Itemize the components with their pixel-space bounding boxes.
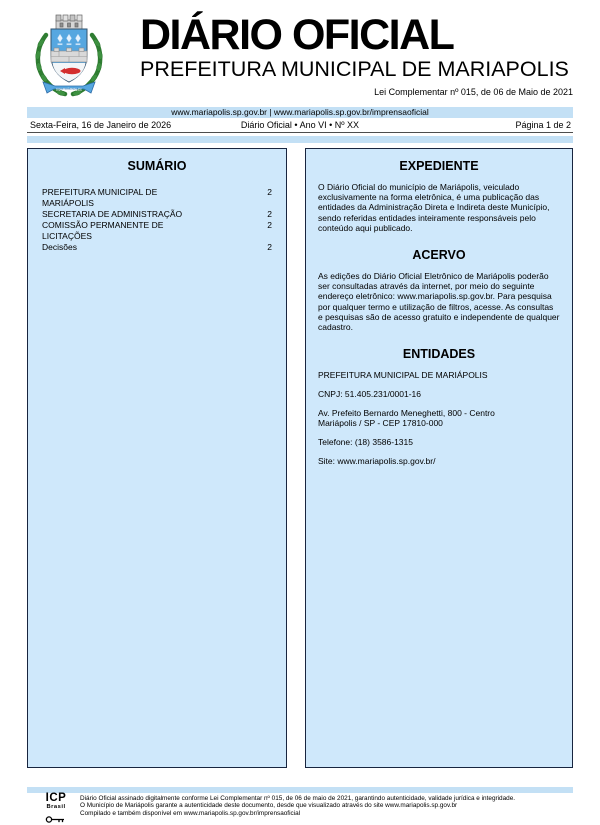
footer-line: Compilado e também disponível em www.mariapolis.sp.gov.br/imprensaoficial (80, 809, 301, 817)
footer-line: O Município de Mariápolis garante a autenticidade deste documento, desde que visualizado através do site www.mariapolis.sp.gov.br (80, 802, 458, 810)
summary-box (27, 148, 287, 768)
footer-legal-text (80, 795, 550, 817)
expediente-box (305, 148, 573, 768)
summary-item-page: 2 (267, 242, 272, 253)
summary-item-page: 2 (267, 187, 272, 197)
entity-address-line1: Av. Prefeito Bernardo Meneghetti, 800 - Centro (318, 408, 495, 419)
summary-item (42, 187, 272, 209)
website-url-bar: www.mariapolis.sp.gov.br | www.mariapolis.sp.gov.br/imprensaoficial (27, 107, 573, 118)
icp-brasil-logo-text: ICP (45, 792, 67, 804)
footer-bar (27, 787, 573, 793)
crest-motto-text: MARIÁPOLIS (56, 87, 82, 92)
page-indicator: Página 1 de 2 (515, 120, 571, 130)
coat-of-arms-svg (30, 7, 108, 102)
summary-item (42, 209, 272, 220)
entity-cnpj: CNPJ: 51.405.231/0001-16 (318, 389, 422, 400)
gazette-subtitle: PREFEITURA MUNICIPAL DE MARIAPOLIS (140, 57, 569, 81)
summary-item (42, 242, 272, 253)
acervo-title: ACERVO (412, 247, 466, 262)
acervo-text: As edições do Diário Oficial Eletrônico de Mariápolis poderão ser consultadas através da internet, por meio do seguinte endereço eletrônico: www.mariapolis.sp.gov.br. Para pesquisa por qualquer termo e utilização de filtros, acesse. As consultas e pesquisas são de acesso gratuito e independente de qualquer cadastro. (318, 270, 560, 332)
entidades-title: ENTIDADES (402, 347, 476, 362)
summary-item-label: COMISSÃO PERMANENTE DE LICITAÇÕES (42, 220, 164, 242)
summary-title: SUMÁRIO (127, 159, 187, 173)
entity-site: Site: www.mariapolis.sp.gov.br/ (318, 456, 436, 467)
divider-bar (27, 136, 573, 143)
entity-name: PREFEITURA MUNICIPAL DE MARIÁPOLIS (318, 370, 488, 381)
entity-phone: Telefone: (18) 3586-1315 (318, 437, 413, 448)
summary-list (42, 187, 272, 253)
icp-brasil-logo (38, 793, 74, 825)
summary-item-label: SECRETARIA DE ADMINISTRAÇÃO (42, 209, 183, 220)
edition-number: Diário Oficial • Ano VI • Nº XX (240, 120, 360, 130)
edition-meta-row (27, 118, 573, 133)
entity-address-line2: Mariápolis / SP - CEP 17810-000 (318, 418, 443, 429)
edition-date: Sexta-Feira, 16 de Janeiro de 2026 (30, 120, 172, 130)
footer-line: Diário Oficial assinado digitalmente conforme Lei Complementar nº 015, de 06 de maio de 2021, garantindo autenticidade, validade jurídica e integridade. (80, 795, 516, 802)
summary-item-page: 2 (267, 220, 272, 231)
coat-of-arms-icon (30, 7, 108, 102)
expediente-title: EXPEDIENTE (399, 159, 479, 173)
summary-item (42, 220, 272, 242)
gazette-title: DIÁRIO OFICIAL (140, 11, 454, 59)
icp-brasil-logo-subtext: Brasil (46, 804, 66, 810)
summary-item-page: 2 (267, 209, 272, 220)
law-reference: Lei Complementar nº 015, de 06 de Maio de 2021 (374, 87, 573, 97)
summary-item-label: PREFEITURA MUNICIPAL DE MARIÁPOLIS (42, 187, 158, 209)
summary-item-label: Decisões (42, 242, 77, 253)
expediente-text: O Diário Oficial do município de Mariápolis, veiculado exclusivamente na forma eletrônica, é uma publicação das entidades da Administração Direta e Indireta deste Município, sendo referidas entidades inteiramente responsáveis pelo conteúdo aqui publicado. (318, 182, 550, 233)
masthead (140, 11, 576, 81)
key-icon (38, 812, 74, 825)
